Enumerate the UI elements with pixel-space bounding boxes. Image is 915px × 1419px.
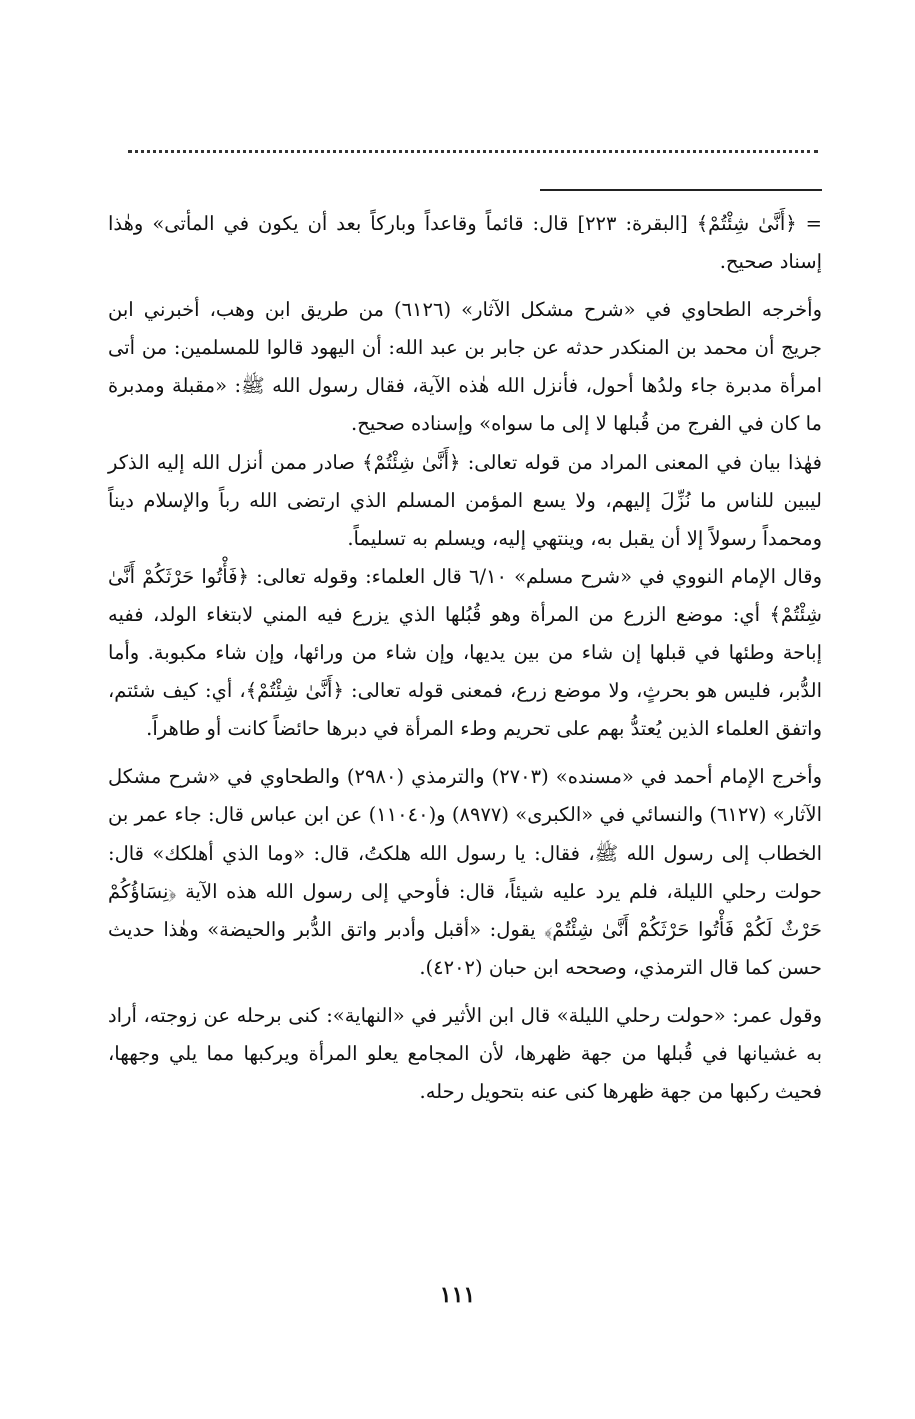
paragraph-6: وقول عمر: «حولت رحلي الليلة» قال ابن الأثير في «النهاية»: كنى برحله عن زوجته، أراد به غشيانها في قُبلها من جهة ظهرها، لأن المجامع يعلو المرأة ويركبها مما يلي وجهها، فحيث ركبها من جهة ظهرها كنى عنه بتحويل رحله.	[108, 1003, 822, 1104]
paragraph-4: وقال الإمام النووي في «شرح مسلم» ٦/١٠ قال العلماء: وقوله تعالى: ﴿فَأْتُوا حَرْثَكُمْ أَنَّىٰ شِئْتُمْ﴾ أي: موضع الزرع من المرأة وهو قُبُلها الذي يزرع فيه المني لابتغاء الولد، ففيه إباحة وطئها في قبلها إن شاء من بين يديها، وإن شاء من ورائها، وإن شاء مكبوبة. وأما الدُّبر، فليس هو بحرثٍ، ولا موضع زرع، فمعنى قوله تعالى: ﴿أَنَّىٰ شِئْتُمْ﴾، أي: كيف شئتم، واتفق العلماء الذين يُعتدُّ بهم على تحريم وطء المرأة في دبرها حائضاً كانت أو طاهراً.	[108, 564, 822, 741]
page-body	[108, 205, 822, 1111]
paragraph-5: وأخرج الإمام أحمد في «مسنده» (٢٧٠٣) والترمذي (٢٩٨٠) والطحاوي في «شرح مشكل الآثار» (٦١٢٧) والنسائي في «الكبرى» (٨٩٧٧) و(١١٠٤٠) عن ابن عباس قال: جاء عمر بن الخطاب إلى رسول الله ﷺ، فقال: يا رسول الله هلكتُ، قال: «وما الذي أهلكك» قال: حولت رحلي الليلة، فلم يرد عليه شيئاً، قال: فأوحي إلى رسول الله هذه الآية ﴿نِسَاؤُكُمْ حَرْثٌ لَكُمْ فَأْتُوا حَرْثَكُمْ أَنَّىٰ شِئْتُمْ﴾ يقول: «أقبل وأدبر واتق الدُّبر والحيضة» وهٰذا حديث حسن كما قال الترمذي، وصححه ابن حبان (٤٢٠٢).	[108, 765, 822, 979]
footnote-rule	[540, 189, 822, 191]
top-dotted-separator	[128, 150, 818, 153]
page-number: ١١١	[439, 1282, 476, 1308]
paragraph-3: فهٰذا بيان في المعنى المراد من قوله تعالى: ﴿أَنَّىٰ شِئْتُمْ﴾ صادر ممن أنزل الله إليه الذكر ليبين للناس ما نُزِّلَ إليهم، ولا يسع المؤمن المسلم الذي ارتضى الله رباً والإسلام ديناً ومحمداً رسولاً إلا أن يقبل به، وينتهي إليه، ويسلم به تسليماً.	[108, 450, 822, 550]
paragraph-1: = ﴿أَنَّىٰ شِئْتُمْ﴾ [البقرة: ٢٢٣] قال: قائماً وقاعداً وباركاً بعد أن يكون في المأتى» وهٰذا إسناد صحيح.	[108, 212, 822, 274]
paragraph-2: وأخرجه الطحاوي في «شرح مشكل الآثار» (٦١٢٦) من طريق ابن وهب، أخبرني ابن جريج أن محمد بن المنكدر حدثه عن جابر بن عبد الله: أن اليهود قالوا للمسلمين: من أتى امرأة مدبرة جاء ولدُها أحول، فأنزل الله هٰذه الآية، فقال رسول الله ﷺ: «مقبلة ومدبرة ما كان في الفرج من قُبلها لا إلى ما سواه» وإسناده صحيح.	[108, 298, 822, 436]
